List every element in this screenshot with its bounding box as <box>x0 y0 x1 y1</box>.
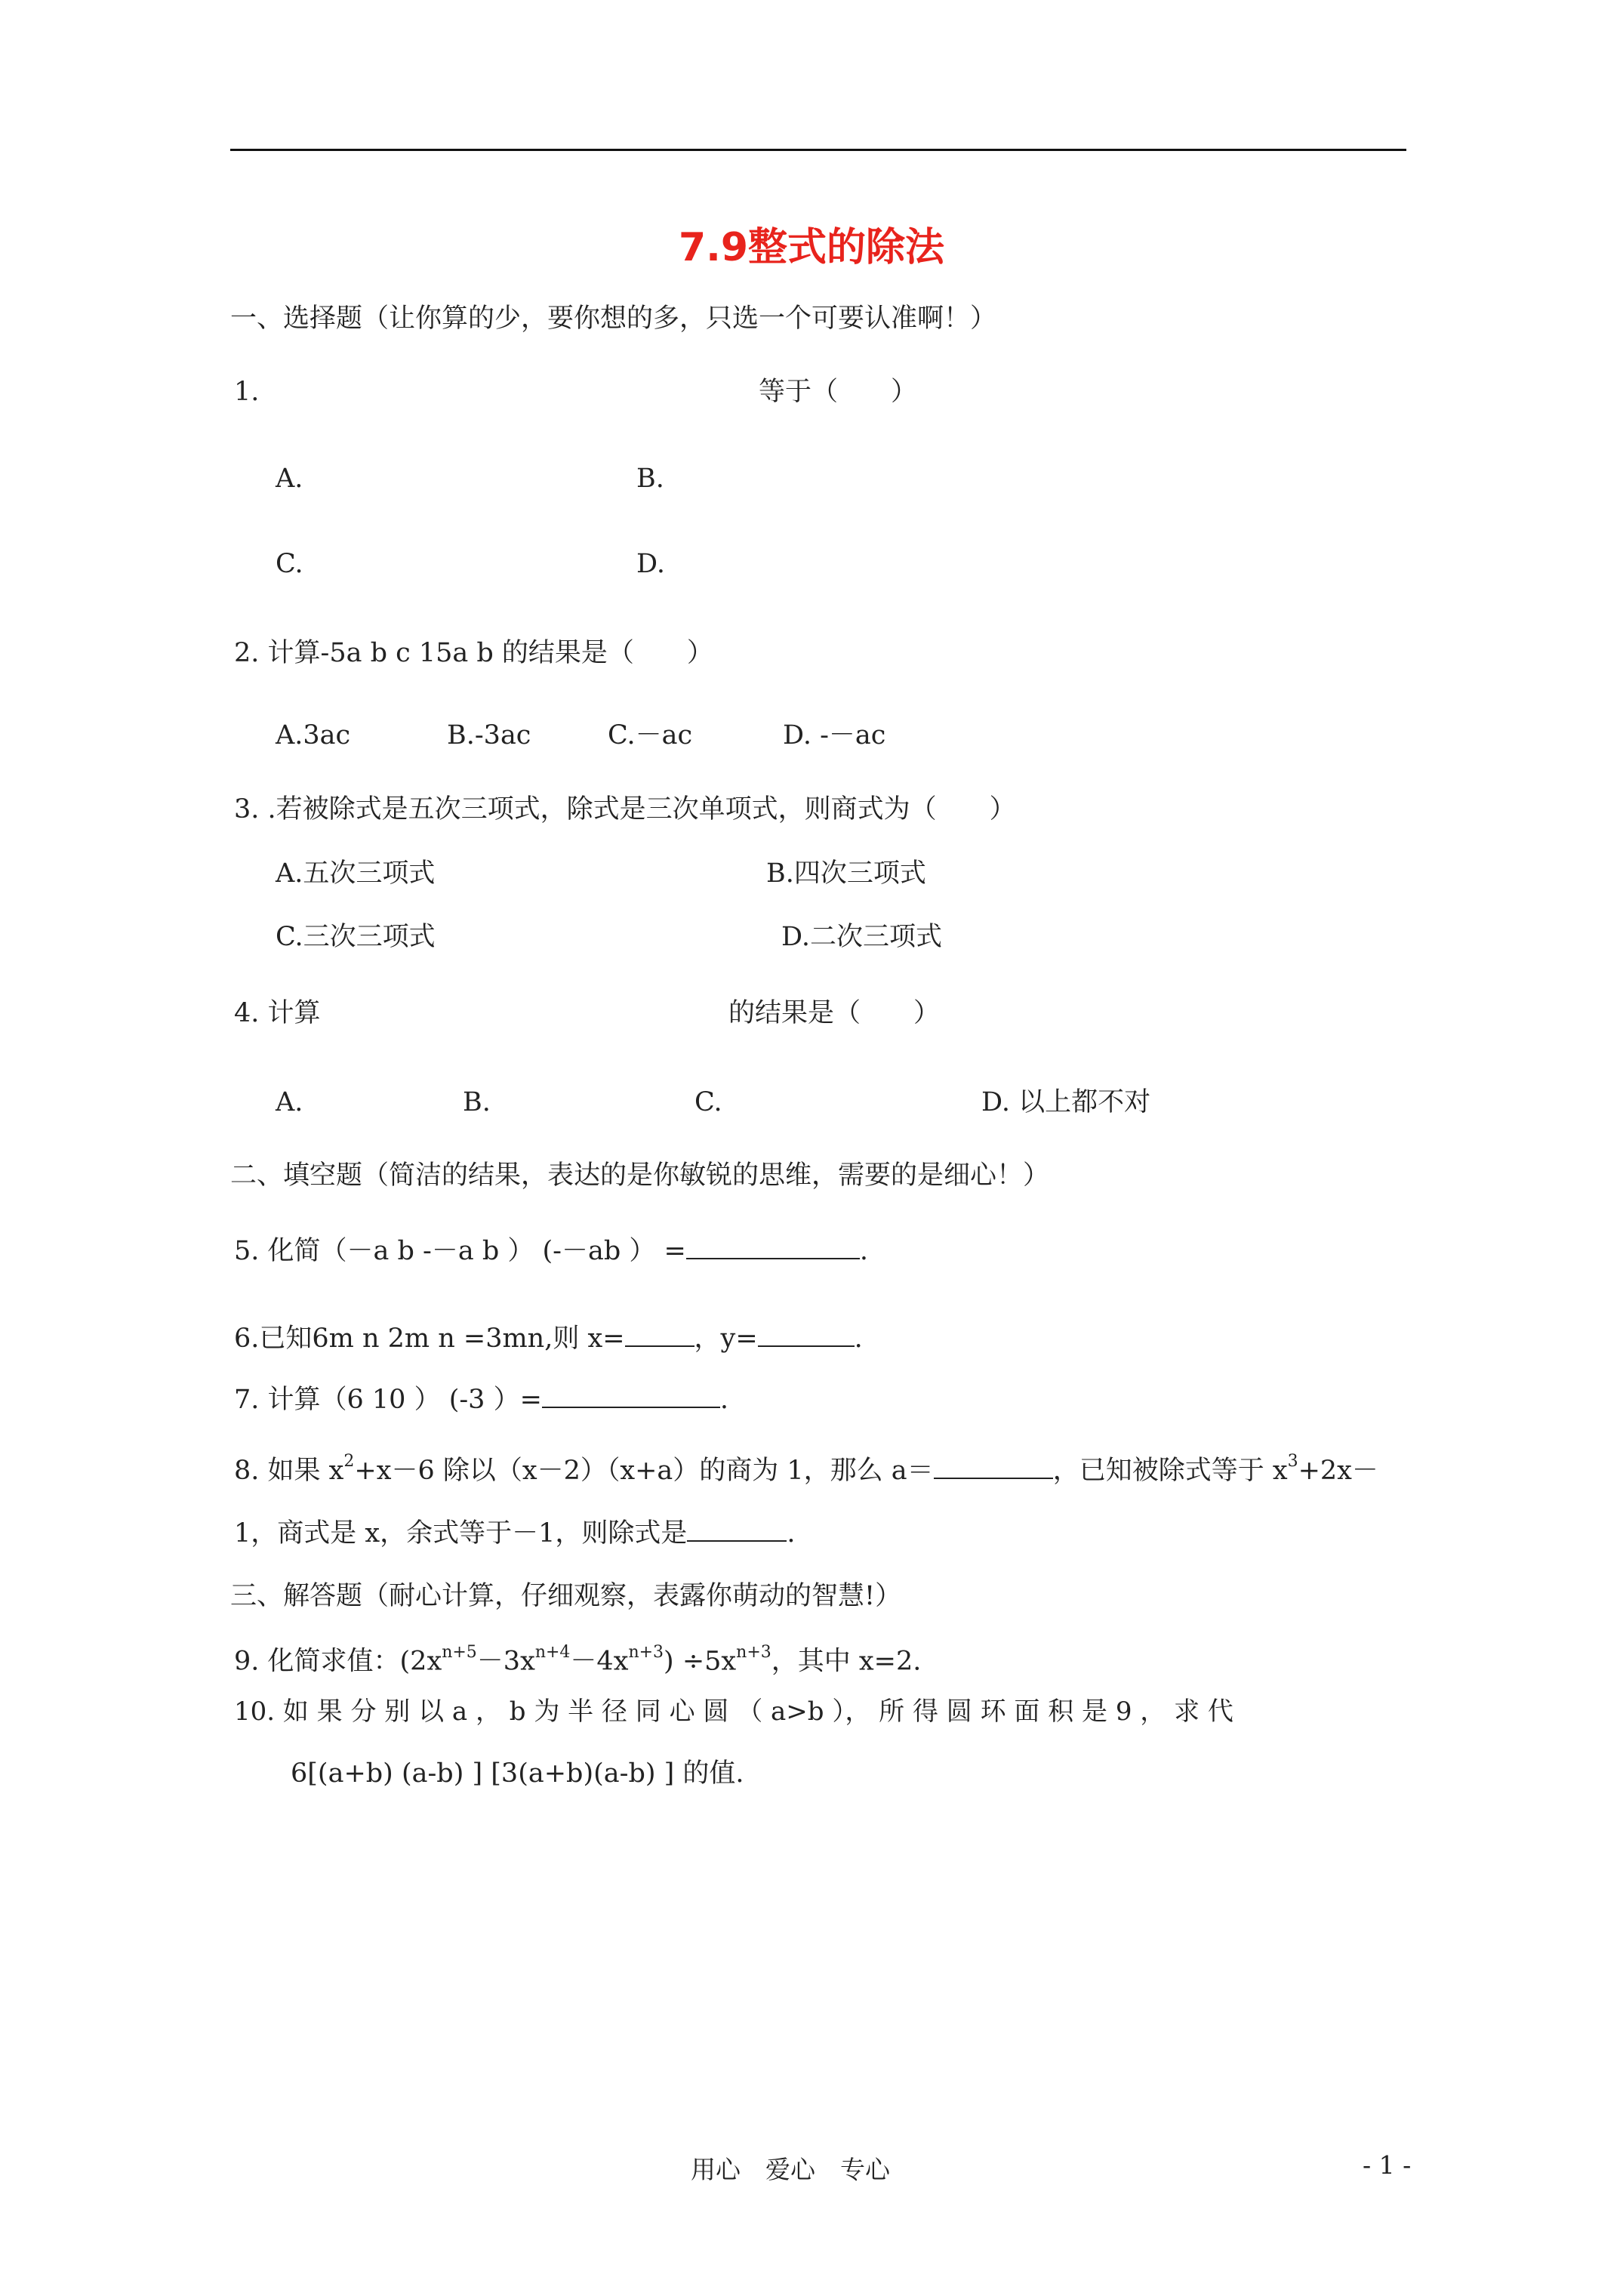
q7-text: 7. 计算（6 10 ） (-3 ）= <box>234 1385 542 1415</box>
section-3-heading: 三、解答题（耐心计算，仔细观察，表露你萌动的智慧!） <box>230 1581 902 1611</box>
q8-line-1 <box>234 1452 1378 1486</box>
header-rule <box>230 149 1406 151</box>
q4-tail: 的结果是（ ） <box>728 998 941 1028</box>
q2-stem: 2. 计算-5a b c 15a b 的结果是（ ） <box>234 638 713 668</box>
q4-number: 4. 计算 <box>234 998 321 1028</box>
q1-number: 1. <box>234 377 260 407</box>
q9-sup-2: n+4 <box>534 1643 571 1662</box>
q9-sup-3: n+3 <box>628 1643 664 1662</box>
q7-stem: 7. 计算（6 10 ） (-3 ）= . <box>234 1385 729 1415</box>
page-number: - 1 - <box>1363 2150 1412 2180</box>
q7-answer-blank[interactable] <box>542 1384 720 1408</box>
q6-end: . <box>854 1324 863 1354</box>
section-1-heading: 一、选择题（让你算的少，要你想的多，只选一个可要认准啊！） <box>230 304 997 334</box>
q1-option-a: A. <box>276 464 303 494</box>
q2-option-d: D. -－ac <box>783 720 886 750</box>
q8-text-c: ，已知被除式等于 x <box>1052 1456 1288 1486</box>
q2-option-c: C.－ac <box>608 720 693 750</box>
q8-end: . <box>787 1518 796 1549</box>
page-title: 7.9整式的除法 <box>678 225 945 270</box>
section-2-heading: 二、填空题（简洁的结果，表达的是你敏锐的思维，需要的是细心！） <box>230 1160 1050 1191</box>
q4-option-a: A. <box>276 1087 303 1117</box>
q8-divisor-blank[interactable] <box>687 1518 787 1542</box>
q4-option-d: D. 以上都不对 <box>981 1087 1151 1117</box>
q8-line-2 <box>234 1518 796 1547</box>
q6-text-2: ，y= <box>694 1324 758 1354</box>
q6-stem <box>234 1323 863 1352</box>
q6-x-blank[interactable] <box>625 1323 694 1347</box>
q1-option-b: B. <box>636 464 664 494</box>
q5-stem: 5. 化简（－a b -－a b ） (-－ab ） = . <box>234 1236 868 1266</box>
q10-line-1: 10. 如 果 分 别 以 a ， b 为 半 径 同 心 圆 （ a>b ）， 所 得 圆 环 面 积 是 9 ， 求 代 <box>234 1697 1233 1727</box>
q8-text-a: 8. 如果 x <box>234 1456 344 1486</box>
q9-text-c: －4x <box>570 1646 629 1677</box>
q3-stem: 3. .若被除式是五次三项式，除式是三次单项式，则商式为（ ） <box>234 794 1016 824</box>
q8-text-b: +x－6 除以（x－2）（x+a）的商为 1，那么 a＝ <box>354 1456 934 1486</box>
footer-motto: 用心 爱心 专心 <box>691 2155 890 2184</box>
q1-tail: 等于（ ） <box>759 377 918 407</box>
q1-option-c: C. <box>276 549 303 579</box>
q9-text-b: －3x <box>476 1646 535 1677</box>
q9-sup-1: n+5 <box>442 1643 477 1662</box>
q4-option-b: B. <box>463 1087 491 1117</box>
q6-y-blank[interactable] <box>758 1323 855 1347</box>
q10-line-2: 6[(a+b) (a-b) ] [3(a+b)(a-b) ] 的值. <box>291 1758 744 1789</box>
q9-text-e: ，其中 x=2. <box>771 1646 922 1677</box>
q8-a-blank[interactable] <box>934 1455 1053 1479</box>
q9-sup-4: n+3 <box>736 1643 771 1662</box>
q5-text: 5. 化简（－a b -－a b ） (-－ab ） = <box>234 1236 686 1266</box>
q3-option-b: B.四次三项式 <box>766 858 926 889</box>
q8-text-d: +2x－ <box>1298 1456 1378 1486</box>
q2-option-b: B.-3ac <box>447 720 531 750</box>
q8-text-e: 1，商式是 x，余式等于－1，则除式是 <box>234 1518 688 1549</box>
q4-option-c: C. <box>694 1087 722 1117</box>
q9-text-d: ) ÷5x <box>664 1646 737 1677</box>
q5-answer-blank[interactable] <box>686 1235 860 1259</box>
q3-option-d: D.二次三项式 <box>781 922 942 952</box>
q2-option-a: A.3ac <box>276 720 351 750</box>
q9-text-a: 9. 化简求值：(2x <box>234 1646 442 1677</box>
q1-option-d: D. <box>636 549 665 579</box>
q3-option-a: A.五次三项式 <box>276 858 436 889</box>
q8-sup-2: 3 <box>1287 1452 1298 1472</box>
q3-option-c: C.三次三项式 <box>276 922 436 952</box>
q6-text-1: 6.已知6m n 2m n =3mn,则 x= <box>234 1324 625 1354</box>
q8-sup-1: 2 <box>343 1452 355 1472</box>
q9-stem <box>234 1643 922 1677</box>
